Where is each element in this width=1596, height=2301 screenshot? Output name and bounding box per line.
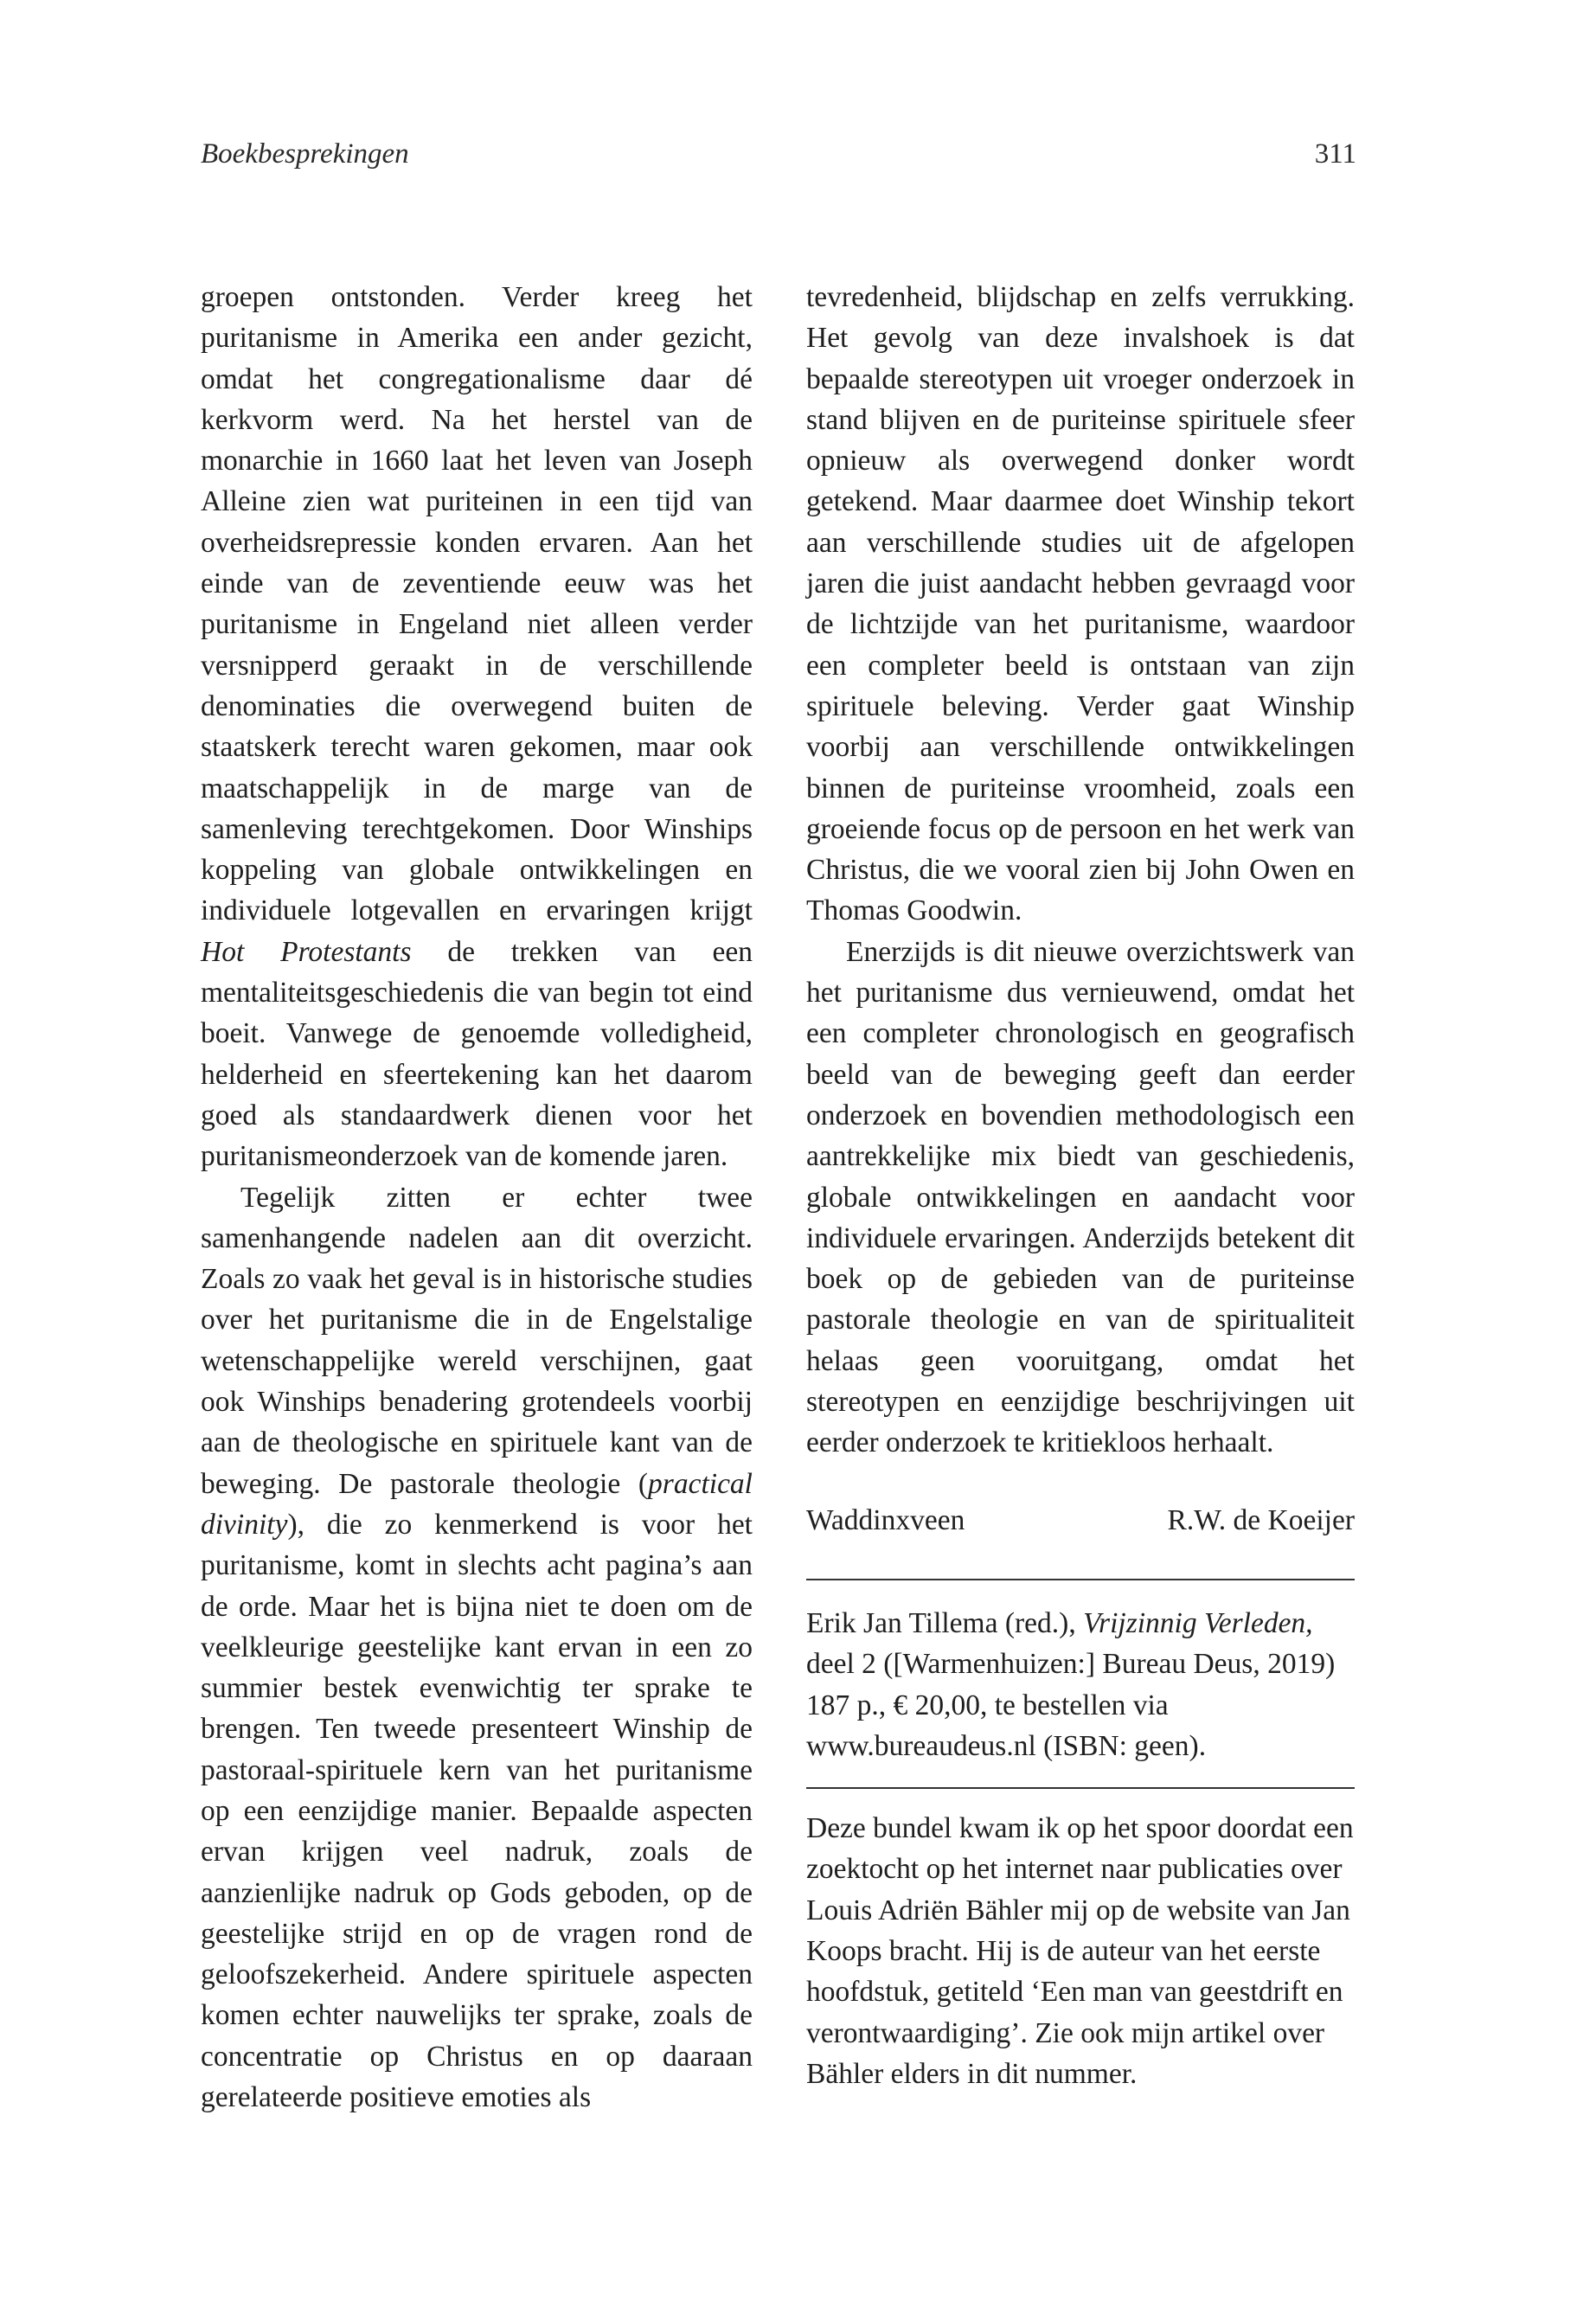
book-title: Vrijzinnig Verleden, <box>1083 1606 1313 1639</box>
text-run: groepen ontstonden. Verder kreeg het puritanisme in Amerika een ander gezicht, omdat het congregationalisme daar dé kerkvorm werd. Na het herstel van de monarchie in 1660 laat het leven van Joseph Alleine zien wat puriteinen in een tijd van overheidsrepressie konden ervaren. Aan het einde van de zeventiende eeuw was het puritanisme in Engeland niet alleen verder versnipperd geraakt in de verschillende denominaties die overwegend buiten de staatskerk terecht waren gekomen, maar ook maatschappelijk in de marge van de samenleving terechtgekomen. Door Winships koppeling van globale ontwikkelingen en individuele lotgevallen en ervaringen krijgt <box>201 281 753 927</box>
divider <box>806 1579 1355 1580</box>
review-signoff <box>806 1500 1355 1541</box>
text-run: Tegelijk zitten er echter twee samenhangende nadelen aan dit overzicht. Zoals zo vaak het geval is in historische studies over het puritanisme die in de Engelstalige wetenschappelijke wereld verschijnen, gaat ook Winships benadering grotendeels voorbij aan de theologische en spirituele kant van de beweging. De pastorale theologie ( <box>201 1181 753 1500</box>
italic-term: practical divinity <box>201 1467 753 1541</box>
text-run: Erik Jan Tillema (red.), <box>806 1606 1084 1639</box>
paragraph: Deze bundel kwam ik op het spoor doordat een zoektocht op het internet naar publicaties over Louis Adriën Bähler mij op de website van Jan Koops bracht. Hij is de auteur van het eerste hoofdstuk, getiteld ‘Een man van geestdrift en verontwaardiging’. Zie ook mijn artikel over Bähler elders in dit nummer. <box>806 1812 1354 2090</box>
text-run: ), die zo kenmerkend is voor het puritanisme, komt in slechts acht pagina’s aan de orde. Maar het is bijna niet te doen om de veelkleurige geestelijke kant ervan in een zo summier bestek evenwichtig ter sprake te brengen. Ten tweede presenteert Winship de pastoraal-spirituele kern van het puritanisme op een eenzijdige manier. Bepaalde aspecten ervan krijgen veel nadruk, zoals de aanzienlijke nadruk op Gods geboden, op de geestelijke strijd en op de vragen rond de geloofszekerheid. Andere spirituele aspecten komen echter nauwelijks ter sprake, zoals de concentratie op Christus en op daaraan gerelateerde positieve emoties als <box>201 1508 753 2114</box>
bibliographic-entry <box>806 1603 1355 1766</box>
book-title: Hot Protestants <box>201 935 412 968</box>
paragraph: tevredenheid, blijdschap en zelfs verrukking. Het gevolg van deze invalshoek is dat bepaalde stereotypen uit vroeger onderzoek in stand blijven en de puriteinse spirituele sfeer opnieuw als overwegend donker wordt getekend. Maar daarmee doet Winship tekort aan verschillende studies uit de afgelopen jaren die juist aandacht hebben gevraagd voor de lichtzijde van het puritanisme, waardoor een completer beeld is ontstaan van zijn spirituele beleving. Verder gaat Winship voorbij aan verschillende ontwikkelingen binnen de puriteinse vroomheid, zoals een groeiende focus op de persoon en het werk van Christus, die we vooral zien bij John Owen en Thomas Goodwin. <box>806 281 1355 927</box>
right-column <box>806 277 1355 2094</box>
paragraph <box>201 1177 753 2118</box>
text-run: deel 2 ([Warmenhuizen:] Bureau Deus, 2019) 187 p., € 20,00, te bestellen via www.bureaudeus.nl (ISBN: geen). <box>806 1648 1336 1762</box>
signoff-place: Waddinxveen <box>806 1503 965 1536</box>
page-number: 311 <box>1314 138 1356 170</box>
divider <box>806 1787 1355 1789</box>
paragraph: Enerzijds is dit nieuwe overzichtswerk van het puritanisme dus vernieuwend, omdat het een completer chronologisch en geografisch beeld van de beweging geeft dan eerder onderzoek en bovendien methodologisch een aantrekkelijke mix biedt van geschiedenis, globale ontwikkelingen en aandacht voor individuele ervaringen. Anderzijds betekent dit boek op de gebieden van de puriteinse pastorale theologie en van de spiritualiteit helaas geen vooruitgang, omdat het stereotypen en eenzijdige beschrijvingen uit eerder onderzoek te kritiekloos herhaalt. <box>806 935 1355 1459</box>
left-column <box>201 277 753 2118</box>
paragraph <box>201 277 753 1177</box>
signoff-author: R.W. de Koeijer <box>1167 1503 1355 1536</box>
running-head: Boekbesprekingen <box>201 138 409 170</box>
text-run: de trekken van een mentaliteitsgeschiedenis die van begin tot eind boeit. Vanwege de genoemde volledigheid, helderheid en sfeertekening kan het daarom goed als standaardwerk dienen voor het puritanismeonderzoek van de komende jaren. <box>201 935 753 1173</box>
